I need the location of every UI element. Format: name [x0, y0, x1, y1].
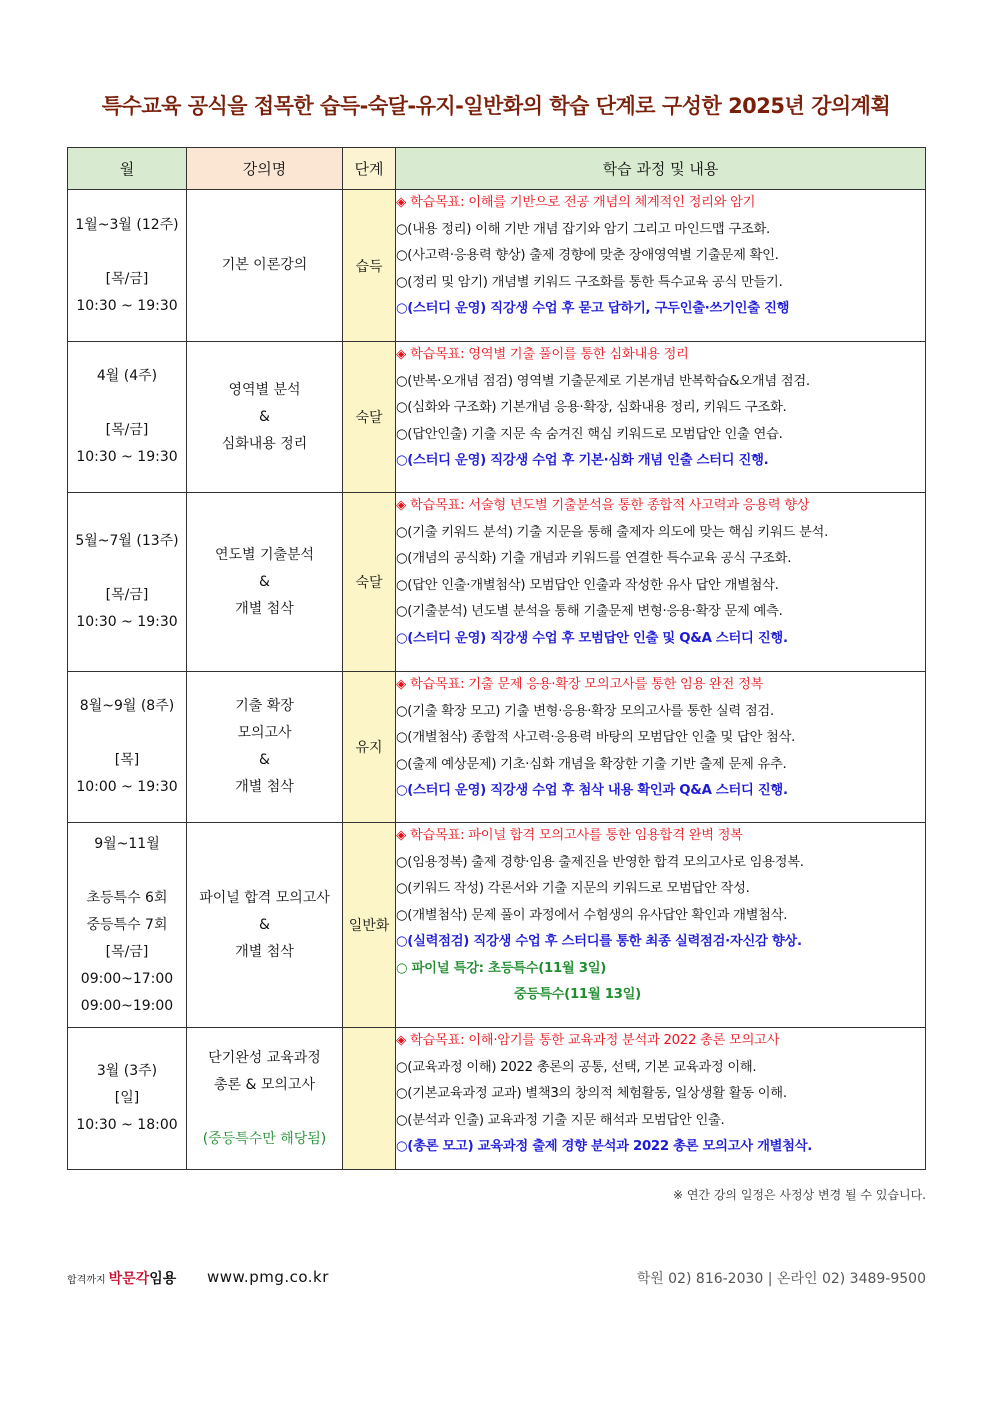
study-item: ○(스터디 운영) 직강생 수업 후 첨삭 내용 확인과 Q&A 스터디 진행. [396, 783, 788, 798]
month-line: 10:30 ~ 18:00 [76, 1117, 178, 1133]
learning-goal-text: 학습목표: 파이널 합격 모의고사를 통한 임용합격 완벽 정복 [409, 828, 743, 843]
lecture-name-cell [187, 190, 343, 342]
month-line: 09:00~19:00 [80, 997, 174, 1014]
month-line: 10:30 ~ 19:30 [76, 297, 178, 314]
name-line: 기본 이론강의 [221, 257, 308, 273]
month-line: 초등특수 6회 [86, 889, 168, 906]
month-line: 4월 (4주) [96, 368, 158, 384]
name-line: 단기완성 교육과정 [208, 1049, 321, 1066]
month-line: [목/금] [105, 943, 149, 960]
footer [67, 1266, 926, 1290]
learning-goal-text: 학습목표: 서술형 년도별 기출분석을 통한 종합적 사고력과 응용력 향상 [409, 498, 810, 513]
content-item: ○(키워드 작성) 각론서와 기출 지문의 키워드로 모범답안 작성. [396, 881, 750, 896]
content-cell [396, 342, 926, 493]
stage-cell: 습득 [343, 190, 396, 342]
lecture-name-cell [187, 823, 343, 1028]
name-line: 파이널 합격 모의고사 [199, 889, 330, 906]
content-item: ○(개념의 공식화) 기출 개념과 키워드를 연결한 특수교육 공식 구조화. [396, 551, 792, 566]
name-line: 개별 첨삭 [235, 779, 294, 795]
final-special-lecture: 중등특수(11월 13일) [514, 987, 641, 1002]
table-row [68, 493, 926, 672]
lecture-schedule-table [67, 147, 926, 1170]
content-item: ○(반복·오개념 점검) 영역별 기출문제로 기본개념 반복학습&오개념 점검. [396, 373, 810, 389]
table-row [68, 823, 926, 1028]
table-row [68, 672, 926, 823]
month-cell [68, 1028, 187, 1170]
learning-goal [396, 493, 925, 520]
content-item: ○(개별첨삭) 종합적 사고력·응용력 바탕의 모범답안 인출 및 답안 첨삭. [396, 730, 796, 745]
month-line: [목] [114, 752, 140, 768]
study-item: ○(스터디 운영) 직강생 수업 후 모범답안 인출 및 Q&A 스터디 진행. [396, 630, 788, 646]
learning-goal-text: 학습목표: 영역별 기출 풀이를 통한 심화내용 정리 [409, 347, 689, 362]
lecture-name-cell [187, 493, 343, 672]
contact-info: 학원 02) 816-2030 | 온라인 02) 3489-9500 [636, 1271, 926, 1287]
final-special-lecture: ○ 파이널 특강: 초등특수(11월 3일) [396, 960, 607, 976]
header-content: 학습 과정 및 내용 [396, 148, 926, 190]
study-item: ○(실력점검) 직강생 수업 후 스터디를 통한 최종 실력점검·자신감 향상. [396, 934, 802, 949]
content-item: ○(개별첨삭) 문제 풀이 과정에서 수험생의 유사답안 확인과 개별첨삭. [396, 907, 788, 923]
month-line: 8월~9월 (8주) [79, 698, 175, 714]
diamond-bullet-icon: ◈ [396, 195, 406, 210]
month-line: 10:00 ~ 19:30 [76, 779, 178, 795]
name-line: 개별 첨삭 [235, 600, 294, 617]
content-item: ○(임용정복) 출제 경향·임용 출제진을 반영한 합격 모의고사로 임용정복. [396, 854, 804, 870]
month-line: 3월 (3주) [96, 1063, 158, 1079]
content-item: ○(답안인출) 기출 지문 속 숨겨진 핵심 키워드로 모범답안 인출 연습. [396, 426, 783, 442]
content-cell [396, 190, 926, 342]
month-cell [68, 190, 187, 342]
stage-cell: 숙달 [343, 342, 396, 493]
table-row [68, 190, 926, 342]
month-line [68, 390, 186, 417]
month-cell [68, 672, 187, 823]
learning-goal-text: 학습목표: 기출 문제 응용·확장 모의고사를 통한 임용 완전 정복 [409, 677, 764, 692]
content-cell [396, 823, 926, 1028]
name-line: (중등특수만 해당됨) [202, 1130, 327, 1147]
month-line: 5월~7월 (13주) [75, 533, 179, 549]
content-cell [396, 672, 926, 823]
content-item: ○(기출분석) 년도별 분석을 통해 기출문제 변형·응용·확장 문제 예측. [396, 604, 783, 619]
content-item: ○(심화와 구조화) 기본개념 응용·확장, 심화내용 정리, 키워드 구조화. [396, 400, 787, 415]
month-line [68, 239, 186, 266]
name-line: 모의고사 [237, 725, 292, 741]
study-item: ○(스터디 운영) 직강생 수업 후 묻고 답하기, 구두인출·쓰기인출 진행 [396, 301, 790, 316]
month-line: [목/금] [105, 587, 149, 603]
schedule-body [68, 190, 926, 1170]
month-line: [목/금] [105, 422, 149, 438]
learning-goal-text: 학습목표: 이해·암기를 통한 교육과정 분석과 2022 총론 모의고사 [409, 1033, 780, 1048]
header-lecture-name: 강의명 [187, 148, 343, 190]
name-line: & [259, 573, 270, 590]
name-line: 총론 & 모의고사 [214, 1076, 315, 1093]
month-cell [68, 342, 187, 493]
diamond-bullet-icon: ◈ [396, 828, 406, 843]
name-line: 연도별 기출분석 [214, 546, 315, 563]
header-month: 월 [68, 148, 187, 190]
name-line: & [259, 752, 270, 768]
content-cell [396, 493, 926, 672]
diamond-bullet-icon: ◈ [396, 677, 406, 692]
stage-cell [343, 1028, 396, 1170]
month-line: [일] [114, 1090, 140, 1106]
schedule-change-note: ※ 연간 강의 일정은 사정상 변경 될 수 있습니다. [672, 1188, 926, 1202]
month-line: 1월~3월 (12주) [75, 216, 179, 233]
page-title: 특수교육 공식을 접목한 습득-숙달-유지-일반화의 학습 단계로 구성한 2025년 강의계획 [101, 94, 891, 118]
stage-cell: 유지 [343, 672, 396, 823]
diamond-bullet-icon: ◈ [396, 1033, 406, 1048]
diamond-bullet-icon: ◈ [396, 498, 406, 513]
stage-cell: 숙달 [343, 493, 396, 672]
content-item: ○(사고력·응용력 향상) 출제 경향에 맞춘 장애영역별 기출문제 확인. [396, 248, 779, 263]
learning-goal-text: 학습목표: 이해를 기반으로 전공 개념의 체계적인 정리와 암기 [409, 195, 756, 210]
name-line: 심화내용 정리 [221, 435, 308, 452]
name-line: & [259, 916, 270, 933]
month-line [68, 720, 186, 747]
learning-goal [396, 672, 925, 699]
lecture-name-cell [187, 1028, 343, 1170]
content-item: ○(내용 정리) 이해 기반 개념 잡기와 암기 그리고 마인드맵 구조화. [396, 221, 770, 237]
month-line: 10:30 ~ 19:30 [76, 614, 178, 630]
content-item: ○(답안 인출·개별첨삭) 모범답안 인출과 작성한 유사 답안 개별첨삭. [396, 577, 779, 593]
lecture-name-cell [187, 342, 343, 493]
month-line [68, 858, 186, 885]
study-item: ○(총론 모고) 교육과정 출제 경향 분석과 2022 총론 모의고사 개별첨삭. [396, 1139, 812, 1154]
diamond-bullet-icon: ◈ [396, 347, 406, 362]
header-stage: 단계 [343, 148, 396, 190]
month-line: [목/금] [105, 270, 149, 287]
name-line: 개별 첨삭 [235, 943, 294, 960]
learning-goal [396, 823, 925, 850]
lecture-name-cell [187, 672, 343, 823]
content-item: ○(출제 예상문제) 기초·심화 개념을 확장한 기출 기반 출제 문제 유추. [396, 756, 787, 772]
month-cell [68, 823, 187, 1028]
name-line: 영역별 분석 [228, 381, 301, 398]
content-item: ○(분석과 인출) 교육과정 기출 지문 해석과 모범답안 인출. [396, 1112, 725, 1128]
name-line [187, 1099, 342, 1126]
name-line: & [259, 408, 270, 425]
name-line: 기출 확장 [235, 698, 294, 714]
month-line [68, 555, 186, 582]
table-header-row [68, 148, 926, 190]
content-item: ○(기출 확장 모고) 기출 변형·응용·확장 모의고사를 통한 실력 점검. [396, 703, 774, 719]
brand-logo: 합격까지 박문각임용 [67, 1271, 177, 1287]
month-cell [68, 493, 187, 672]
content-cell [396, 1028, 926, 1170]
table-row [68, 1028, 926, 1170]
content-item: ○(교육과정 이해) 2022 총론의 공통, 선택, 기본 교육과정 이해. [396, 1059, 757, 1075]
learning-goal [396, 190, 925, 217]
website-link[interactable]: www.pmg.co.kr [207, 1268, 329, 1286]
content-item: ○(기출 키워드 분석) 기출 지문을 통해 출제자 의도에 맞는 핵심 키워드 분석. [396, 524, 828, 540]
content-item: ○(기본교육과정 교과) 별책3의 창의적 체험활동, 일상생활 활동 이해. [396, 1086, 787, 1101]
content-item: ○(정리 및 암기) 개념별 키워드 구조화를 통한 특수교육 공식 만들기. [396, 274, 783, 290]
study-item: ○(스터디 운영) 직강생 수업 후 기본·심화 개념 인출 스터디 진행. [396, 453, 769, 468]
stage-cell: 일반화 [343, 823, 396, 1028]
month-line: 09:00~17:00 [80, 970, 174, 987]
learning-goal [396, 1028, 925, 1055]
learning-goal [396, 342, 925, 369]
table-row [68, 342, 926, 493]
month-line: 10:30 ~ 19:30 [76, 449, 178, 465]
month-line: 중등특수 7회 [86, 916, 168, 933]
month-line: 9월~11월 [94, 835, 160, 852]
